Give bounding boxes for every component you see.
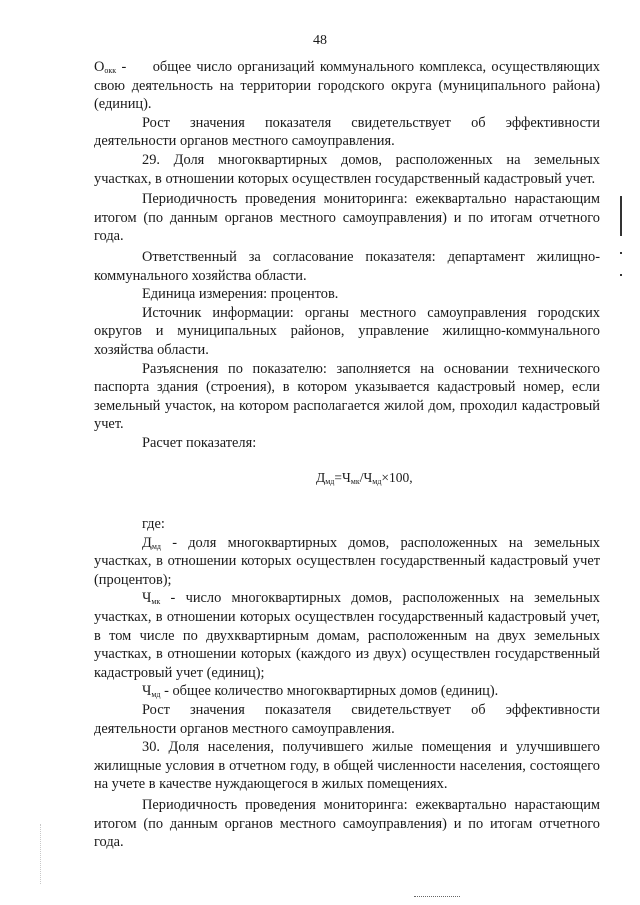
document-body	[94, 58, 600, 852]
formula-slash: /	[359, 470, 364, 486]
paragraph-explanation: Разъяснения по показателю: заполняется на основании технического паспорта здания (строения), в котором указывается кадастровый номер, если земельный участок, на котором располагается жилой дом, проходил кадастровый учет.	[94, 360, 600, 433]
page-number: 48	[313, 33, 327, 48]
paragraph-dmd-definition	[94, 534, 600, 590]
symbol-d: Д	[142, 534, 152, 551]
paragraph-periodicity-29: Периодичность проведения мониторинга: ежеквартально нарастающим итогом (по данным органов местного самоуправления) и по итогам отчетного года.	[94, 191, 600, 245]
symbol-ch-md: Ч	[142, 683, 152, 700]
symbol-ch-mk: Ч	[142, 590, 152, 607]
paragraph-periodicity-30: Периодичность проведения мониторинга: ежеквартально нарастающим итогом (по данным органов местного самоуправления) и по итогам отчетного года.	[94, 796, 600, 851]
symbol-o-subscript: окк	[104, 66, 117, 75]
definition-text: общее число организаций коммунального комплекса, осуществляющих свою деятельность на территории городского округа (муниципального района) (единиц).	[94, 59, 600, 113]
paragraph-unit: Единица измерения: процентов.	[142, 286, 339, 303]
formula-denominator: Ч	[363, 470, 373, 486]
chmd-definition-text: - общее количество многоквартирных домов (единиц).	[160, 683, 499, 700]
margin-scan-dot	[620, 252, 622, 254]
symbol-d-subscript: мд	[151, 541, 161, 551]
margin-scan-mark	[620, 196, 622, 236]
formula	[94, 469, 600, 488]
symbol-ch-mk-subscript: мк	[151, 597, 161, 607]
formula-eq: =	[334, 470, 342, 486]
formula-numerator: Ч	[341, 470, 351, 486]
formula-tail: ×100,	[381, 470, 413, 486]
scan-speckle	[40, 824, 42, 884]
paragraph-chmd-definition	[94, 682, 600, 701]
formula-lhs-sub: мд	[325, 477, 335, 487]
paragraph-okk-definition	[94, 58, 600, 114]
paragraph-growth-1: Рост значения показателя свидетельствует об эффективности деятельности органов местного самоуправления.	[94, 114, 600, 150]
formula-denominator-sub: мд	[372, 477, 382, 487]
definition-dash: -	[116, 59, 132, 75]
paragraph-calculation: Расчет показателя:	[142, 434, 257, 451]
dmd-definition-text: - доля многоквартирных домов, расположенных на земельных участках, в отношении которых осуществлен государственный кадастровый учет (процентов);	[94, 534, 600, 588]
paragraph-growth-2: Рост значения показателя свидетельствует об эффективности деятельности органов местного самоуправления.	[94, 702, 600, 737]
paragraph-responsible: Ответственный за согласование показателя: департамент жилищно-коммунального хозяйства области.	[94, 248, 600, 284]
margin-scan-dot	[620, 274, 622, 276]
paragraph-item-30: 30. Доля населения, получившего жилые помещения и улучшившего жилищные условия в отчетном году, в общей численности населения, состоящего на учете в качестве нуждающегося в жилых помещениях.	[94, 739, 600, 793]
bottom-scan-dash	[414, 896, 460, 897]
formula-lhs: Д	[316, 470, 326, 486]
chmk-definition-text: - число многоквартирных домов, расположенных на земельных участках, в отношении которых осуществлен государственный кадастровый учет, в том числе по двухквартирным домам, расположенным на двух земельных участках, в отношении которых (каждого из двух) осуществлен государственный кадастровый учет (единиц);	[94, 590, 600, 681]
paragraph-item-29: 29. Доля многоквартирных домов, расположенных на земельных участках, в отношении которых осуществлен государственный кадастровый учет.	[94, 151, 600, 187]
paragraph-source: Источник информации: органы местного самоуправления городских округов и муниципальных районов, управление жилищно-коммунального хозяйства области.	[94, 304, 600, 358]
formula-numerator-sub: мк	[350, 477, 360, 487]
symbol-ch-md-subscript: мд	[151, 690, 161, 700]
symbol-o: О	[94, 59, 105, 75]
paragraph-where: где:	[142, 516, 165, 533]
paragraph-chmk-definition	[94, 589, 600, 682]
